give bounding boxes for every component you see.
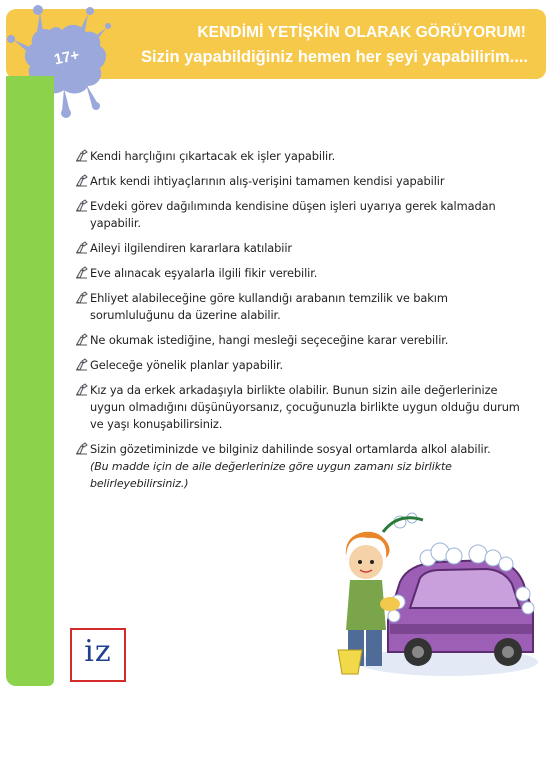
list-item <box>75 382 535 433</box>
list-item-text: Artık kendi ihtiyaçlarının alış-verişini tamamen kendisi yapabilir <box>90 174 445 188</box>
page-subtitle: Sizin yapabildiğiniz hemen her şeyi yapabilirim.... <box>141 48 528 66</box>
writing-hand-icon <box>75 358 89 372</box>
age-badge: 17+ <box>52 46 81 69</box>
list-item-text: Kız ya da erkek arkadaşıyla birlikte olabilir. Bunun sizin aile değerlerinize uygun olmadığını düşünüyorsanız, çocuğunuzla birlikte uygun olduğu durum ve yaşı konuşabilirsiniz. <box>90 383 520 431</box>
writing-hand-icon <box>75 333 89 347</box>
list-item-text: Kendi harçlığını çıkartacak ek işler yapabilir. <box>90 149 336 163</box>
list-item <box>75 290 535 324</box>
writing-hand-icon <box>75 383 89 397</box>
page-title: KENDİMİ YETİŞKİN OLARAK GÖRÜYORUM! <box>197 24 526 41</box>
list-item-text: Aileyi ilgilendiren kararlara katılabiir <box>90 241 292 255</box>
list-item-text: Ne okumak istediğine, hangi mesleği seçeceğine karar verebilir. <box>90 333 449 347</box>
writing-hand-icon <box>75 199 89 213</box>
car-wash-illustration <box>328 512 540 688</box>
logo-text: iz <box>84 634 112 669</box>
list-item <box>75 148 535 165</box>
list-item <box>75 357 535 374</box>
writing-hand-icon <box>75 174 89 188</box>
writing-hand-icon <box>75 266 89 280</box>
list-item <box>75 332 535 349</box>
list-item <box>75 441 535 492</box>
list-item-text: Ehliyet alabileceğine göre kullandığı arabanın temzilik ve bakım sorumluluğunu da üzerine alabilir. <box>90 291 448 322</box>
item-list <box>75 148 535 500</box>
list-item-note: (Bu madde için de aile değerlerinize göre uygun zamanı siz birlikte belirleyebilirsiniz.) <box>90 460 452 490</box>
list-item <box>75 265 535 282</box>
iz-logo <box>70 628 126 682</box>
writing-hand-icon <box>75 291 89 305</box>
list-item <box>75 198 535 232</box>
writing-hand-icon <box>75 442 89 456</box>
list-item-text: Sizin gözetiminizde ve bilginiz dahilinde sosyal ortamlarda alkol alabilir. <box>90 442 491 456</box>
side-bar <box>6 76 54 686</box>
writing-hand-icon <box>75 241 89 255</box>
list-item <box>75 173 535 190</box>
list-item <box>75 240 535 257</box>
writing-hand-icon <box>75 149 89 163</box>
list-item-text: Geleceğe yönelik planlar yapabilir. <box>90 358 284 372</box>
list-item-text: Eve alınacak eşyalarla ilgili fikir verebilir. <box>90 266 318 280</box>
list-item-text: Evdeki görev dağılımında kendisine düşen işleri uyarıya gerek kalmadan yapabilir. <box>90 199 496 230</box>
